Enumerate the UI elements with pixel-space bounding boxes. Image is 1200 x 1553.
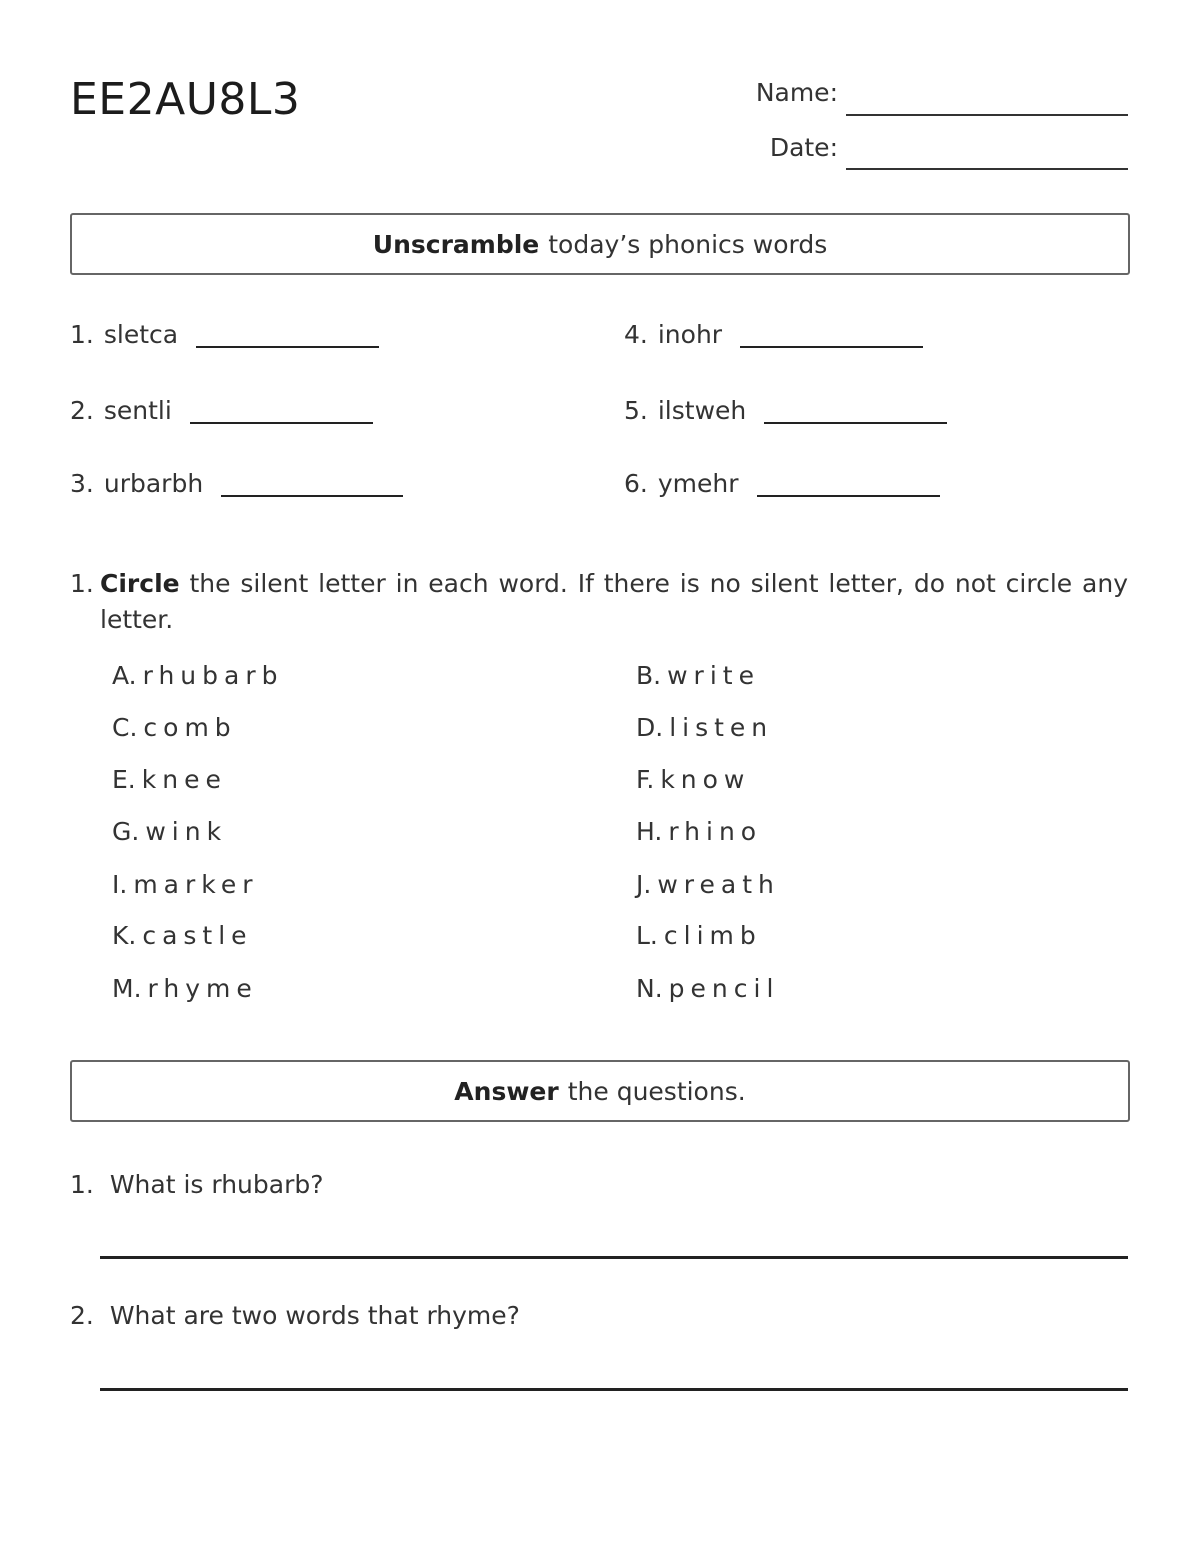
item-number: 6. <box>624 469 648 498</box>
question <box>70 1170 324 1199</box>
unscramble-banner <box>70 213 1130 275</box>
option-letter: K. <box>112 921 137 950</box>
option-letter: N. <box>636 974 663 1003</box>
instruction-bold-text: Circle <box>100 569 180 598</box>
answer-blank[interactable] <box>196 346 379 348</box>
option-word[interactable]: wreath <box>657 870 780 899</box>
circle-instruction <box>70 566 1128 638</box>
scrambled-word: ilstweh <box>657 396 747 425</box>
circle-option[interactable] <box>112 817 227 846</box>
circle-option[interactable] <box>636 661 760 690</box>
option-letter: E. <box>112 765 136 794</box>
option-word[interactable]: rhyme <box>147 974 258 1003</box>
scramble-item <box>624 320 923 349</box>
banner-text: the questions. <box>567 1076 746 1106</box>
option-word[interactable]: know <box>660 765 751 794</box>
option-word[interactable]: rhino <box>668 817 763 846</box>
circle-option[interactable] <box>112 974 258 1003</box>
answer-blank[interactable] <box>764 422 947 424</box>
option-word[interactable]: comb <box>143 713 237 742</box>
option-word[interactable]: rhubarb <box>142 661 284 690</box>
scrambled-word: inohr <box>657 320 723 349</box>
option-word[interactable]: pencil <box>668 974 780 1003</box>
circle-option[interactable] <box>636 765 750 794</box>
option-word[interactable]: marker <box>133 870 259 899</box>
option-letter: B. <box>636 661 662 690</box>
circle-option[interactable] <box>636 817 762 846</box>
option-word[interactable]: castle <box>142 921 253 950</box>
option-word[interactable]: wink <box>145 817 228 846</box>
scrambled-word: sentli <box>103 396 172 425</box>
answer-banner <box>70 1060 1130 1122</box>
name-field-line[interactable] <box>846 114 1128 116</box>
option-word[interactable]: knee <box>141 765 227 794</box>
circle-option[interactable] <box>112 713 237 742</box>
circle-option[interactable] <box>112 870 259 899</box>
option-letter: J. <box>636 870 652 899</box>
name-label: Name: <box>755 78 838 107</box>
question-text: What are two words that rhyme? <box>109 1301 520 1330</box>
option-letter: F. <box>636 765 655 794</box>
option-letter: M. <box>112 974 142 1003</box>
scramble-item <box>70 320 379 349</box>
option-word[interactable]: write <box>667 661 760 690</box>
scrambled-word: ymehr <box>657 469 739 498</box>
option-letter: H. <box>636 817 663 846</box>
scrambled-word: urbarbh <box>103 469 204 498</box>
answer-line[interactable] <box>100 1256 1128 1259</box>
instruction-text: the silent letter in each word. If there is no silent letter, do not circle any letter. <box>100 569 1128 634</box>
date-label: Date: <box>769 133 838 162</box>
circle-option[interactable] <box>636 974 779 1003</box>
item-number: 5. <box>624 396 648 425</box>
banner-bold-text: Answer <box>454 1076 559 1106</box>
answer-line[interactable] <box>100 1388 1128 1391</box>
option-letter: L. <box>636 921 658 950</box>
answer-blank[interactable] <box>757 495 940 497</box>
scramble-item <box>70 469 403 498</box>
question-number: 1. <box>70 1170 94 1199</box>
option-letter: C. <box>112 713 138 742</box>
answer-blank[interactable] <box>221 495 403 497</box>
answer-blank[interactable] <box>190 422 373 424</box>
option-letter: I. <box>112 870 128 899</box>
circle-option[interactable] <box>112 661 283 690</box>
option-letter: D. <box>636 713 664 742</box>
item-number: 4. <box>624 320 648 349</box>
option-word[interactable]: listen <box>669 713 774 742</box>
worksheet-code: EE2AU8L3 <box>70 74 301 125</box>
banner-text: today’s phonics words <box>548 229 828 259</box>
question <box>70 1301 520 1330</box>
item-number: 1. <box>70 320 94 349</box>
item-number: 3. <box>70 469 94 498</box>
circle-option[interactable] <box>112 765 227 794</box>
scrambled-word: sletca <box>103 320 179 349</box>
scramble-item <box>624 396 947 425</box>
option-letter: G. <box>112 817 140 846</box>
scramble-item <box>624 469 940 498</box>
option-word[interactable]: climb <box>663 921 762 950</box>
item-number: 2. <box>70 396 94 425</box>
question-text: What is rhubarb? <box>109 1170 324 1199</box>
scramble-item <box>70 396 373 425</box>
circle-option[interactable] <box>636 921 762 950</box>
question-number: 2. <box>70 1301 94 1330</box>
answer-blank[interactable] <box>740 346 923 348</box>
option-letter: A. <box>112 661 137 690</box>
instruction-number: 1. <box>70 569 94 598</box>
date-field-line[interactable] <box>846 168 1128 170</box>
circle-option[interactable] <box>636 870 780 899</box>
banner-bold-text: Unscramble <box>372 229 540 259</box>
circle-option[interactable] <box>636 713 773 742</box>
circle-option[interactable] <box>112 921 253 950</box>
